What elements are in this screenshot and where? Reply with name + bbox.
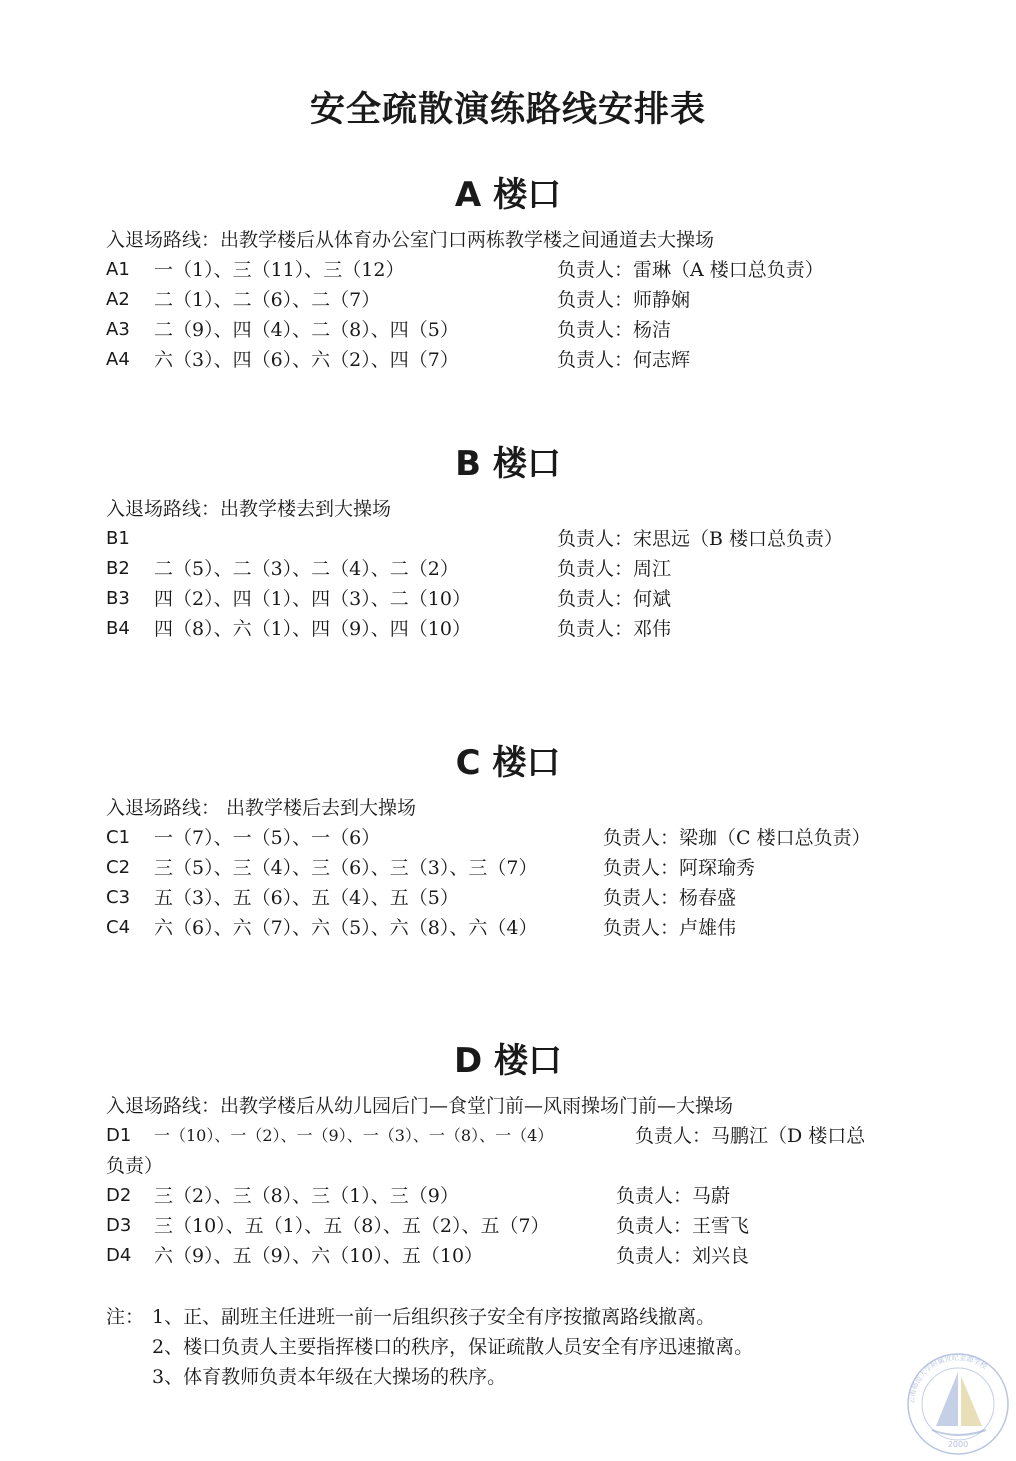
row-classes: 三（5）、三（4）、三（6）、三（3）、三（7）: [154, 857, 538, 879]
table-row: [0, 1121, 1016, 1181]
note-text: 3、体育教师负责本年级在大操场的秩序。: [152, 1366, 507, 1388]
section-heading: C 楼口: [455, 743, 561, 783]
table-row: [0, 614, 1016, 644]
section-b: [0, 441, 1016, 644]
route-line: 入退场路线： 出教学楼后去到大操场: [106, 797, 417, 819]
row-code: B3: [106, 588, 130, 609]
row-responsible-continued: 负责）: [106, 1155, 164, 1177]
section-d: [0, 1038, 1016, 1271]
table-row: [0, 883, 1016, 913]
row-responsible: 负责人：周江: [557, 558, 672, 580]
row-code: D2: [106, 1185, 132, 1206]
row-code: C2: [106, 857, 131, 878]
row-responsible: 负责人：刘兴良: [616, 1245, 750, 1267]
row-code: A3: [106, 319, 130, 340]
table-row: [0, 1211, 1016, 1241]
row-classes: 一（7）、一（5）、一（6）: [154, 827, 381, 849]
row-code: C4: [106, 917, 131, 938]
row-classes: 六（9）、五（9）、六（10）、五（10）: [154, 1245, 484, 1267]
seal-year: 2000: [947, 1440, 969, 1449]
row-responsible: 负责人：王雪飞: [616, 1215, 750, 1237]
table-row: [0, 1241, 1016, 1271]
row-responsible: 负责人：宋思远（B 楼口总负责）: [557, 528, 844, 550]
notes-prefix: 注：: [106, 1306, 145, 1328]
table-row: [0, 853, 1016, 883]
row-responsible: 负责人：杨洁: [557, 319, 672, 341]
table-row: [0, 315, 1016, 345]
row-classes: 四（8）、六（1）、四（9）、四（10）: [154, 618, 471, 640]
row-code: B2: [106, 558, 130, 579]
row-responsible: 负责人：何斌: [557, 588, 672, 610]
section-heading: B 楼口: [455, 444, 561, 484]
section-a: [0, 172, 1016, 375]
school-seal-logo: [898, 1346, 1016, 1456]
section-heading: A 楼口: [454, 175, 562, 215]
row-code: B4: [106, 618, 130, 639]
row-classes: 五（3）、五（6）、五（4）、五（5）: [154, 887, 459, 909]
row-classes: 一（1）、三（11）、三（12）: [154, 259, 405, 281]
table-row: [0, 584, 1016, 614]
page-title: 安全疏散演练路线安排表: [309, 90, 706, 130]
table-row: [0, 345, 1016, 375]
row-code: D4: [106, 1245, 132, 1266]
row-responsible: 负责人：何志辉: [557, 349, 691, 371]
row-classes: 一（10）、一（2）、一（9）、一（3）、一（8）、一（4）: [154, 1126, 554, 1145]
note-text: 1、正、副班主任进班一前一后组织孩子安全有序按撤离路线撤离。: [152, 1306, 716, 1328]
table-row: [0, 554, 1016, 584]
route-line: 入退场路线：出教学楼后从幼儿园后门—食堂门前—风雨操场门前—大操场: [106, 1095, 734, 1117]
row-responsible: 负责人：杨春盛: [603, 887, 737, 909]
row-code: A1: [106, 259, 130, 280]
row-code: A2: [106, 289, 130, 310]
row-code: A4: [106, 349, 130, 370]
row-responsible: 负责人：马鹏江（D 楼口总: [635, 1125, 866, 1147]
table-row: [0, 913, 1016, 943]
row-code: D3: [106, 1215, 132, 1236]
row-responsible: 负责人：邓伟: [557, 618, 672, 640]
notes: [0, 1302, 1016, 1392]
row-classes: 三（10）、五（1）、五（8）、五（2）、五（7）: [154, 1215, 550, 1237]
note-item: [0, 1302, 1016, 1332]
table-row: [0, 823, 1016, 853]
row-classes: 六（6）、六（7）、六（5）、六（8）、六（4）: [154, 917, 538, 939]
row-responsible: 负责人：阿琛瑜秀: [603, 857, 756, 879]
row-classes: 二（1）、二（6）、二（7）: [154, 289, 381, 311]
row-responsible: 负责人：雷琳（A 楼口总负责）: [557, 259, 824, 281]
row-responsible: 负责人：师静娴: [557, 289, 691, 311]
note-item: [0, 1362, 1016, 1392]
note-item: [0, 1332, 1016, 1362]
seal-text: 云南师范大学附属世纪金源学校: [907, 1353, 989, 1405]
row-classes: 六（3）、四（6）、六（2）、四（7）: [154, 349, 459, 371]
table-row: [0, 285, 1016, 315]
row-code: C3: [106, 887, 131, 908]
row-classes: 二（5）、二（3）、二（4）、二（2）: [154, 558, 459, 580]
row-code: D1: [106, 1125, 132, 1146]
note-text: 2、楼口负责人主要指挥楼口的秩序，保证疏散人员安全有序迅速撤离。: [152, 1336, 754, 1358]
row-responsible: 负责人：马蔚: [616, 1185, 731, 1207]
route-line: 入退场路线：出教学楼去到大操场: [106, 498, 392, 520]
row-classes: 三（2）、三（8）、三（1）、三（9）: [154, 1185, 459, 1207]
row-responsible: 负责人：梁珈（C 楼口总负责）: [603, 827, 871, 849]
table-row: [0, 1181, 1016, 1211]
row-responsible: 负责人：卢雄伟: [603, 917, 737, 939]
table-row: [0, 255, 1016, 285]
row-code: B1: [106, 528, 130, 549]
section-heading: D 楼口: [453, 1041, 563, 1081]
row-classes: 二（9）、四（4）、二（8）、四（5）: [154, 319, 459, 341]
row-classes: 四（2）、四（1）、四（3）、二（10）: [154, 588, 471, 610]
table-row: [0, 524, 1016, 554]
row-code: C1: [106, 827, 131, 848]
route-line: 入退场路线：出教学楼后从体育办公室门口两栋教学楼之间通道去大操场: [106, 229, 715, 251]
section-c: [0, 740, 1016, 943]
